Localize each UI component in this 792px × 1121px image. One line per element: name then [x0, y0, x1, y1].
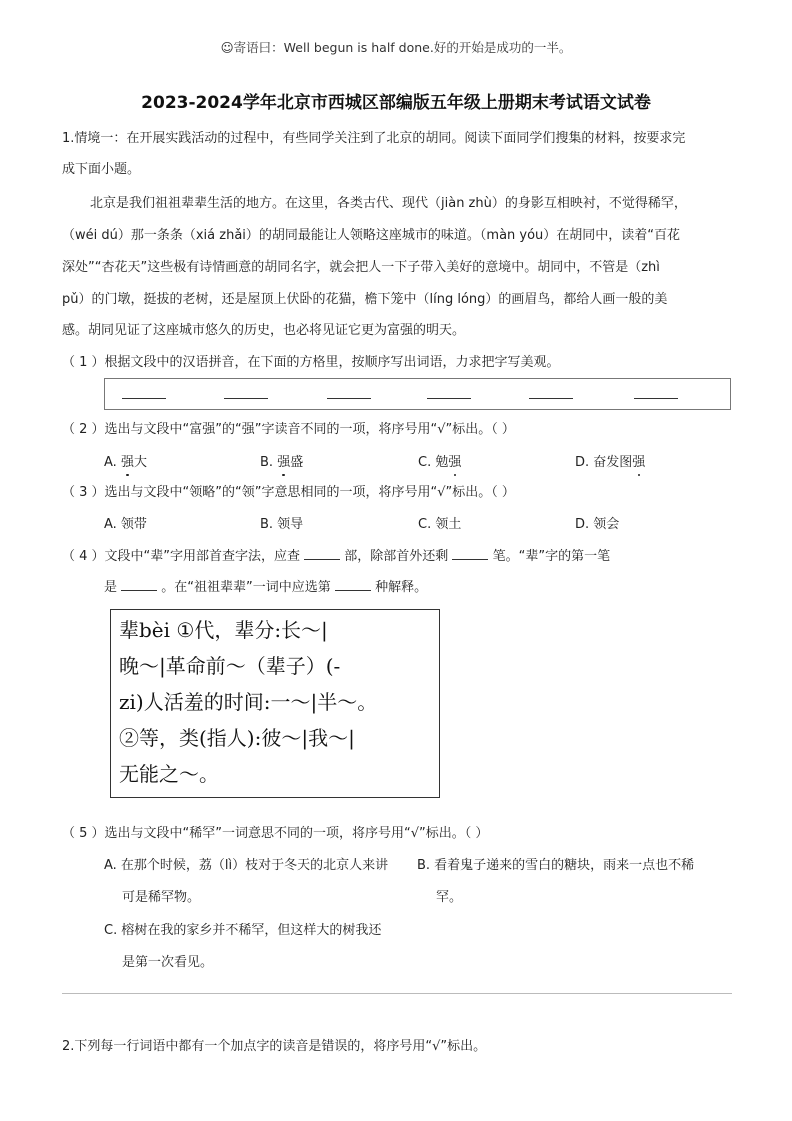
passage-line-2: （wéi dú）那一条条（xiá zhǎi）的胡同最能让人领略这座城市的味道。（màn yóu）在胡同中，读着“百花	[62, 228, 681, 243]
dictionary-line: zi)人活羞的时间:一～|半～。	[119, 690, 378, 714]
answer-blank[interactable]	[452, 549, 488, 560]
sub4-text: 笔。“辈”字的第一笔	[492, 549, 611, 564]
answer-blank[interactable]	[224, 398, 268, 399]
sub5-option-c-cont: 是第一次看见。	[122, 955, 214, 970]
question-2: 2.下列每一行词语中都有一个加点字的读音是错误的，将序号用“√”标出。	[62, 1039, 487, 1054]
dictionary-line: 晚～|革命前～（辈子）(-	[119, 654, 341, 678]
dotted-char: 强	[120, 455, 134, 470]
q1-intro-line-2: 成下面小题。	[62, 162, 141, 177]
answer-blank[interactable]	[304, 549, 340, 560]
sub5-option-b[interactable]: B. 看着鬼子递来的雪白的糖块，雨来一点也不稀	[417, 858, 695, 873]
passage-line-3: 深处”“杏花天”这些极有诗情画意的胡同名字，就会把人一下子带入美好的意境中。胡同中，不管是（zhì	[62, 260, 660, 275]
q1-intro-line-1: 1.情境一：在开展实践活动的过程中，有些同学关注到了北京的胡同。阅读下面同学们搜集的材料，按要求完	[62, 131, 686, 146]
passage-line-1: 北京是我们祖祖辈辈生活的地方。在这里，各类古代、现代（jiàn zhù）的身影互相映衬，不觉得稀罕，	[90, 196, 687, 211]
answer-blank[interactable]	[335, 580, 371, 591]
answer-blank[interactable]	[122, 398, 166, 399]
section-divider	[62, 993, 732, 994]
sub4-text: 种解释。	[375, 580, 428, 595]
option-prefix: A.	[104, 455, 121, 470]
sub-question-4	[62, 549, 610, 565]
sub4-text: 。在“祖祖辈辈”一词中应选第	[161, 580, 331, 595]
option-text: 盛	[290, 455, 304, 470]
sub-question-4-cont	[104, 580, 427, 596]
sub5-option-b-cont: 罕。	[436, 890, 463, 905]
sub3-option-a[interactable]: A. 领带	[104, 517, 147, 532]
sub5-option-a[interactable]: A. 在那个时候，荔（lì）枝对于冬天的北京人来讲	[104, 858, 389, 873]
dotted-char: 强	[277, 455, 291, 470]
sub-question-1: （ 1 ）根据文段中的汉语拼音，在下面的方格里，按顺序写出词语，力求把字写美观。	[62, 355, 560, 370]
answer-blank[interactable]	[529, 398, 573, 399]
sub3-option-c[interactable]: C. 领土	[418, 517, 462, 532]
dictionary-line: 无能之～。	[119, 762, 219, 786]
option-text: 奋发图	[593, 455, 633, 470]
answer-blank[interactable]	[634, 398, 678, 399]
sub4-text: 是	[104, 580, 118, 595]
page-title: 2023-2024学年北京市西城区部编版五年级上册期末考试语文试卷	[141, 93, 651, 113]
sub5-option-a-cont: 可是稀罕物。	[122, 890, 201, 905]
sub3-option-d[interactable]: D. 领会	[575, 517, 620, 532]
sub-question-5: （ 5 ）选出与文段中“稀罕”一词意思不同的一项，将序号用“√”标出。（ ）	[62, 826, 489, 841]
dotted-char: 强	[632, 455, 646, 470]
passage-line-4: pǔ）的门墩，挺拔的老树，还是屋顶上伏卧的花猫，檐下笼中（líng lóng）的画眉鸟，都给人画一般的美	[62, 292, 668, 307]
option-prefix: B.	[260, 455, 278, 470]
passage-line-5: 感。胡同见证了这座城市悠久的历史，也必将见证它更为富强的明天。	[62, 323, 466, 338]
sub2-option-c[interactable]	[418, 455, 461, 471]
option-prefix: C.	[418, 455, 436, 470]
sub5-option-c[interactable]: C. 榕树在我的家乡并不稀罕，但这样大的树我还	[104, 923, 382, 938]
sub4-text: （ 4 ）文段中“辈”字用部首查字法，应查	[62, 549, 301, 564]
sub-question-3: （ 3 ）选出与文段中“领略”的“领”字意思相同的一项，将序号用“√”标出。（ ）	[62, 485, 515, 500]
sub2-option-d[interactable]	[575, 455, 645, 471]
answer-blank[interactable]	[121, 580, 157, 591]
sub2-option-a[interactable]	[104, 455, 147, 471]
answer-blank[interactable]	[427, 398, 471, 399]
option-prefix: D.	[575, 455, 594, 470]
sub2-option-b[interactable]	[260, 455, 303, 471]
dictionary-line: 辈bèi ①代，辈分:长～|	[119, 618, 328, 642]
sub-question-2: （ 2 ）选出与文段中“富强”的“强”字读音不同的一项，将序号用“√”标出。（ ）	[62, 422, 515, 437]
motto-header: ☺寄语曰：Well begun is half done.好的开始是成功的一半。	[220, 40, 572, 55]
dictionary-line: ②等，类(指人):彼～|我～|	[119, 726, 355, 750]
option-text: 勉	[435, 455, 449, 470]
option-text: 大	[133, 455, 147, 470]
sub4-text: 部，除部首外还剩	[344, 549, 449, 564]
answer-blank[interactable]	[327, 398, 371, 399]
sub3-option-b[interactable]: B. 领导	[260, 517, 304, 532]
answer-grid[interactable]	[104, 378, 731, 410]
dotted-char: 强	[448, 455, 462, 470]
dictionary-entry-box	[110, 609, 440, 798]
